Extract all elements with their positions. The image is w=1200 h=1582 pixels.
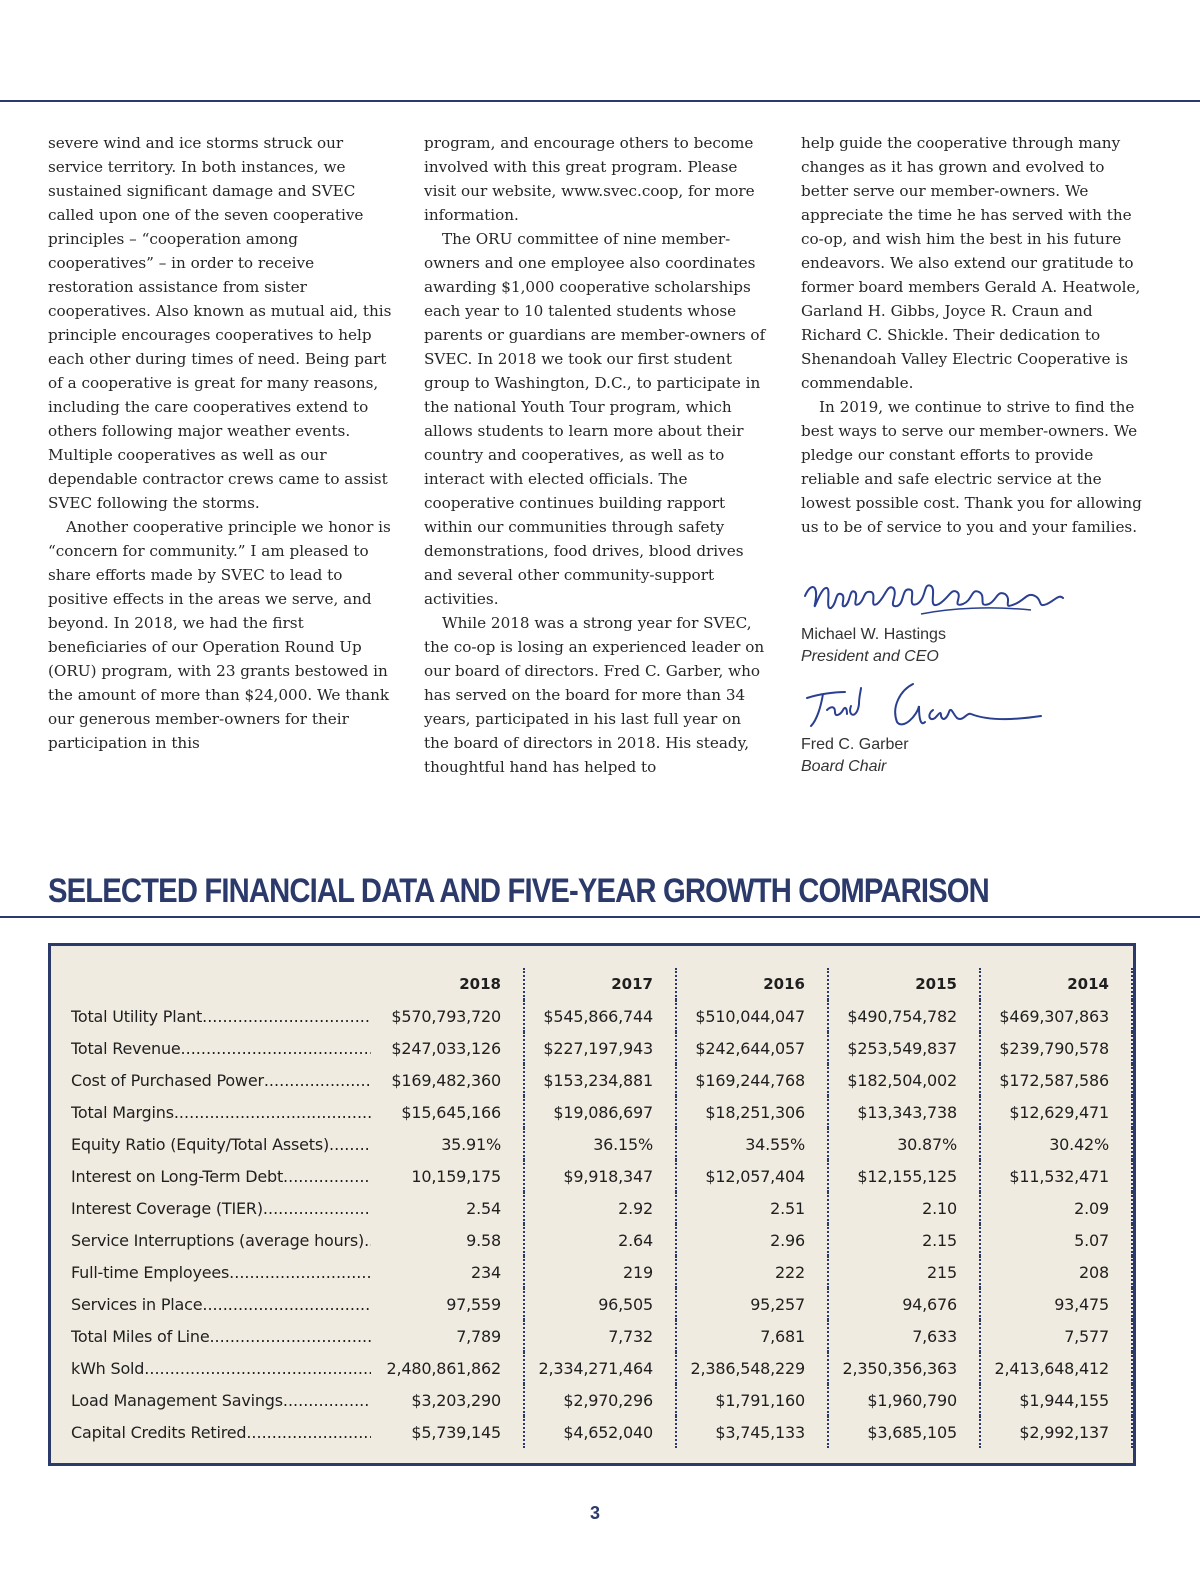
financial-data-table xyxy=(71,968,1133,1448)
value-cell: $4,652,040 xyxy=(524,1416,676,1448)
dot-leader xyxy=(246,1423,371,1442)
value-cell: $12,155,125 xyxy=(828,1160,980,1192)
value-cell: $5,739,145 xyxy=(381,1416,524,1448)
value-cell: $490,754,782 xyxy=(828,1000,980,1032)
value-cell: 2.10 xyxy=(828,1192,980,1224)
row-label: Services in Place xyxy=(71,1294,203,1314)
value-cell: 2.54 xyxy=(381,1192,524,1224)
value-cell: 7,633 xyxy=(828,1320,980,1352)
table-row xyxy=(71,1320,1132,1352)
year-header: 2014 xyxy=(980,968,1132,1000)
paragraph: Another cooperative principle we honor is “concern for community.” I am pleased to share efforts made by SVEC to lead to positive effects in the areas we serve, and beyond. In 2018, we had the first beneficiaries of our Operation Round Up (ORU) program, with 23 grants bestowed in the amount of more than $24,000. We thank our generous member-owners for their participation in this xyxy=(48,518,391,752)
dot-leader xyxy=(283,1167,371,1186)
value-cell: $18,251,306 xyxy=(676,1096,828,1128)
table-row xyxy=(71,1064,1132,1096)
table-header-row xyxy=(71,968,1132,1000)
value-cell: 2,350,356,363 xyxy=(828,1352,980,1384)
dot-leader xyxy=(202,1295,371,1314)
value-cell: $169,482,360 xyxy=(381,1064,524,1096)
row-label-cell xyxy=(71,1416,381,1448)
value-cell: 7,789 xyxy=(381,1320,524,1352)
value-cell: $153,234,881 xyxy=(524,1064,676,1096)
row-label-cell xyxy=(71,1224,381,1256)
article-column-3 xyxy=(801,131,1151,539)
dot-leader xyxy=(264,1071,371,1090)
row-label-cell xyxy=(71,1160,381,1192)
paragraph: The ORU committee of nine member-owners and one employee also coordinates awarding $1,000 cooperative scholarships each year to 10 talented students whose parents or guardians are member-owners of SVEC. In 2018 we took our first student group to Washington, D.C., to participate in the national Youth Tour program, which allows students to learn more about their country and cooperatives, as well as to interact with elected officials. The cooperative continues building rapport within our communities through safety demonstrations, food drives, blood drives and several other community-support activities. xyxy=(424,230,766,608)
value-cell: 5.07 xyxy=(980,1224,1132,1256)
value-cell: $469,307,863 xyxy=(980,1000,1132,1032)
row-label: Load Management Savings xyxy=(71,1390,283,1410)
row-label: kWh Sold xyxy=(71,1358,145,1378)
dot-leader xyxy=(263,1199,371,1218)
value-cell: 9.58 xyxy=(381,1224,524,1256)
value-cell: $182,504,002 xyxy=(828,1064,980,1096)
value-cell: $253,549,837 xyxy=(828,1032,980,1064)
handwritten-signature-garber-icon xyxy=(801,676,1051,734)
table-row xyxy=(71,1128,1132,1160)
row-label: Total Revenue xyxy=(71,1038,181,1058)
value-cell: $3,745,133 xyxy=(676,1416,828,1448)
table-row xyxy=(71,1224,1132,1256)
row-label: Capital Credits Retired xyxy=(71,1422,247,1442)
page-number: 3 xyxy=(589,1503,600,1523)
label-column-header xyxy=(71,968,381,1000)
value-cell: 2,334,271,464 xyxy=(524,1352,676,1384)
row-label-cell xyxy=(71,1256,381,1288)
row-label-cell xyxy=(71,1352,381,1384)
value-cell: 10,159,175 xyxy=(381,1160,524,1192)
value-cell: 2.51 xyxy=(676,1192,828,1224)
row-label-cell xyxy=(71,1288,381,1320)
value-cell: $227,197,943 xyxy=(524,1032,676,1064)
signer-name: Michael W. Hastings xyxy=(801,626,946,643)
row-label-cell xyxy=(71,1128,381,1160)
value-cell: $19,086,697 xyxy=(524,1096,676,1128)
signature-block-chair xyxy=(801,676,1141,778)
row-label-cell xyxy=(71,1032,381,1064)
paragraph: program, and encourage others to become involved with this great program. Please visit our website, www.svec.coop, for more information. xyxy=(424,134,755,224)
dot-leader xyxy=(202,1007,371,1026)
value-cell: 2,480,861,862 xyxy=(381,1352,524,1384)
row-label: Total Margins xyxy=(71,1102,174,1122)
value-cell: 96,505 xyxy=(524,1288,676,1320)
row-label: Interest Coverage (TIER) xyxy=(71,1198,263,1218)
value-cell: $570,793,720 xyxy=(381,1000,524,1032)
value-cell: $172,587,586 xyxy=(980,1064,1132,1096)
value-cell: 2,413,648,412 xyxy=(980,1352,1132,1384)
value-cell: 2.09 xyxy=(980,1192,1132,1224)
paragraph: While 2018 was a strong year for SVEC, the co-op is losing an experienced leader on our board of directors. Fred C. Garber, who has served on the board for more than 34 years, participated in his last full year on the board of directors in 2018. His steady, thoughtful hand has helped to xyxy=(424,614,765,776)
article-column-2 xyxy=(424,131,770,779)
value-cell: $3,685,105 xyxy=(828,1416,980,1448)
value-cell: 2.92 xyxy=(524,1192,676,1224)
value-cell: $12,057,404 xyxy=(676,1160,828,1192)
value-cell: 234 xyxy=(381,1256,524,1288)
value-cell: 7,732 xyxy=(524,1320,676,1352)
top-rule xyxy=(0,100,1200,102)
row-label: Total Miles of Line xyxy=(71,1326,210,1346)
value-cell: 93,475 xyxy=(980,1288,1132,1320)
value-cell: 219 xyxy=(524,1256,676,1288)
value-cell: 35.91% xyxy=(381,1128,524,1160)
value-cell: $239,790,578 xyxy=(980,1032,1132,1064)
value-cell: 7,681 xyxy=(676,1320,828,1352)
value-cell: 95,257 xyxy=(676,1288,828,1320)
value-cell: $2,970,296 xyxy=(524,1384,676,1416)
value-cell: $545,866,744 xyxy=(524,1000,676,1032)
value-cell: $1,791,160 xyxy=(676,1384,828,1416)
value-cell: $1,944,155 xyxy=(980,1384,1132,1416)
value-cell: 2.96 xyxy=(676,1224,828,1256)
dot-leader xyxy=(229,1263,371,1282)
row-label: Total Utility Plant xyxy=(71,1006,203,1026)
row-label: Full-time Employees xyxy=(71,1262,230,1282)
year-header: 2016 xyxy=(676,968,828,1000)
row-label: Cost of Purchased Power xyxy=(71,1070,264,1090)
row-label: Interest on Long-Term Debt xyxy=(71,1166,284,1186)
financial-data-panel xyxy=(48,943,1136,1466)
value-cell: 222 xyxy=(676,1256,828,1288)
section-title: SELECTED FINANCIAL DATA AND FIVE-YEAR GROWTH COMPARISON xyxy=(48,872,989,910)
row-label-cell xyxy=(71,1384,381,1416)
value-cell: 2.64 xyxy=(524,1224,676,1256)
value-cell: 97,559 xyxy=(381,1288,524,1320)
row-label-cell xyxy=(71,1064,381,1096)
signer-title: President and CEO xyxy=(801,648,939,665)
signer-name: Fred C. Garber xyxy=(801,736,909,753)
handwritten-signature-hastings-icon xyxy=(801,574,1071,624)
value-cell: 94,676 xyxy=(828,1288,980,1320)
value-cell: $12,629,471 xyxy=(980,1096,1132,1128)
row-label: Equity Ratio (Equity/Total Assets) xyxy=(71,1134,330,1154)
value-cell: 30.87% xyxy=(828,1128,980,1160)
table-row xyxy=(71,1032,1132,1064)
value-cell: $510,044,047 xyxy=(676,1000,828,1032)
row-label-cell xyxy=(71,1320,381,1352)
financial-table-body xyxy=(71,1000,1132,1448)
table-row xyxy=(71,1096,1132,1128)
table-row xyxy=(71,1288,1132,1320)
value-cell: $169,244,768 xyxy=(676,1064,828,1096)
value-cell: $11,532,471 xyxy=(980,1160,1132,1192)
value-cell: $13,343,738 xyxy=(828,1096,980,1128)
value-cell: 208 xyxy=(980,1256,1132,1288)
dot-leader xyxy=(181,1039,371,1058)
table-row xyxy=(71,1160,1132,1192)
dot-leader xyxy=(283,1391,371,1410)
year-header: 2018 xyxy=(381,968,524,1000)
section-rule xyxy=(0,916,1200,918)
paragraph: In 2019, we continue to strive to find the best ways to serve our member-owners. We pledge our constant efforts to provide reliable and safe electric service at the lowest possible cost. Thank you for allowing us to be of service to you and your families. xyxy=(801,398,1142,536)
table-row xyxy=(71,1192,1132,1224)
dot-leader xyxy=(364,1231,371,1250)
table-row xyxy=(71,1416,1132,1448)
value-cell: 30.42% xyxy=(980,1128,1132,1160)
row-label-cell xyxy=(71,1192,381,1224)
table-row xyxy=(71,1256,1132,1288)
value-cell: $2,992,137 xyxy=(980,1416,1132,1448)
dot-leader xyxy=(329,1135,371,1154)
value-cell: 2,386,548,229 xyxy=(676,1352,828,1384)
value-cell: 34.55% xyxy=(676,1128,828,1160)
value-cell: 36.15% xyxy=(524,1128,676,1160)
value-cell: 215 xyxy=(828,1256,980,1288)
dot-leader xyxy=(144,1359,371,1378)
year-header: 2017 xyxy=(524,968,676,1000)
year-header: 2015 xyxy=(828,968,980,1000)
value-cell: $1,960,790 xyxy=(828,1384,980,1416)
table-row xyxy=(71,1000,1132,1032)
signature-block-ceo xyxy=(801,574,1141,668)
dot-leader xyxy=(174,1103,371,1122)
row-label: Service Interruptions (average hours) xyxy=(71,1230,365,1250)
value-cell: $9,918,347 xyxy=(524,1160,676,1192)
paragraph: help guide the cooperative through many changes as it has grown and evolved to better serve our member-owners. We appreciate the time he has served with the co-op, and wish him the best in his future endeavors. We also extend our gratitude to former board members Gerald A. Heatwole, Garland H. Gibbs, Joyce R. Craun and Richard C. Shickle. Their dedication to Shenandoah Valley Electric Cooperative is commendable. xyxy=(801,134,1141,392)
value-cell: $247,033,126 xyxy=(381,1032,524,1064)
value-cell: $15,645,166 xyxy=(381,1096,524,1128)
value-cell: $3,203,290 xyxy=(381,1384,524,1416)
value-cell: 7,577 xyxy=(980,1320,1132,1352)
row-label-cell xyxy=(71,1000,381,1032)
value-cell: $242,644,057 xyxy=(676,1032,828,1064)
signer-title: Board Chair xyxy=(801,758,887,775)
table-row xyxy=(71,1384,1132,1416)
paragraph: severe wind and ice storms struck our service territory. In both instances, we sustained significant damage and SVEC called upon one of the seven cooperative principles – “cooperation among cooperatives” – in order to receive restoration assistance from sister cooperatives. Also known as mutual aid, this principle encourages cooperatives to help each other during times of need. Being part of a cooperative is great for many reasons, including the care cooperatives extend to others following major weather events. Multiple cooperatives as well as our dependable contractor crews came to assist SVEC following the storms. xyxy=(48,134,392,512)
row-label-cell xyxy=(71,1096,381,1128)
value-cell: 2.15 xyxy=(828,1224,980,1256)
dot-leader xyxy=(209,1327,371,1346)
table-row xyxy=(71,1352,1132,1384)
article-column-1 xyxy=(48,131,394,755)
